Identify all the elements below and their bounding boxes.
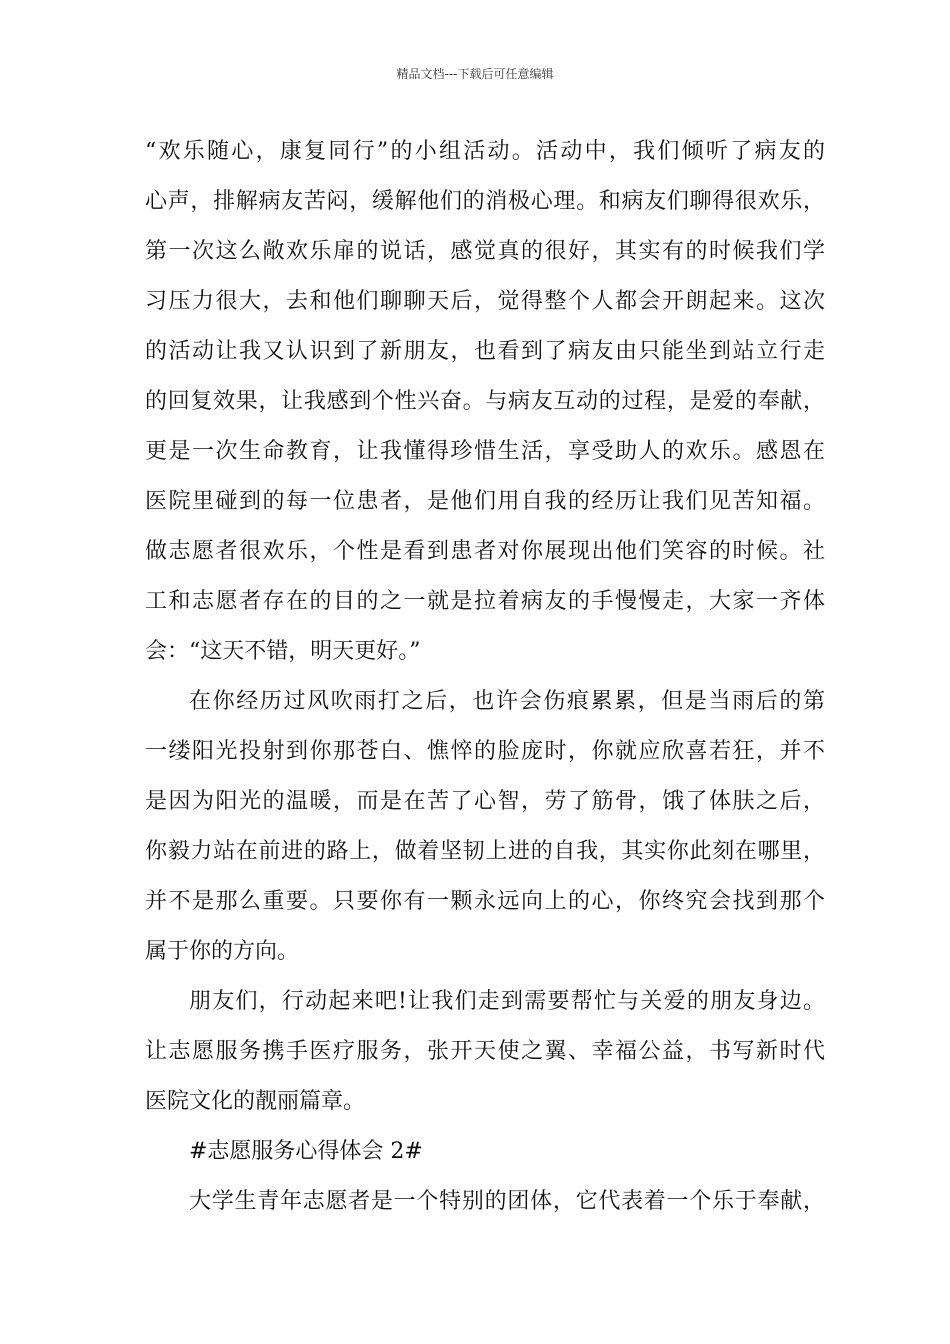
page-header: 精品文档---下载后可任意编辑	[396, 67, 554, 81]
text-line: 医院里碰到的每一位患者，是他们用自我的经历让我们见苦知福。	[145, 489, 825, 514]
text-line: 在你经历过风吹雨打之后，也许会伤痕累累，但是当雨后的第	[189, 689, 825, 714]
text-line: 的回复效果，让我感到个性兴奋。与病友互动的过程，是爱的奉献，	[145, 389, 825, 414]
text-line: 是因为阳光的温暖，而是在苦了心智，劳了筋骨，饿了体肤之后，	[145, 789, 825, 814]
section-heading: #志愿服务心得体会 2#	[189, 1139, 423, 1164]
text-line: 并不是那么重要。只要你有一颗永远向上的心，你终究会找到那个	[145, 889, 825, 914]
text-line: 医院文化的靓丽篇章。	[145, 1089, 366, 1114]
text-line: 工和志愿者存在的目的之一就是拉着病友的手慢慢走，大家一齐体	[145, 589, 825, 614]
text-line: 大学生青年志愿者是一个特别的团体，它代表着一个乐于奉献，	[189, 1189, 825, 1214]
text-line: 属于你的方向。	[145, 939, 300, 964]
text-line: 做志愿者很欢乐，个性是看到患者对你展现出他们笑容的时候。社	[145, 539, 825, 564]
text-line: 的活动让我又认识到了新朋友，也看到了病友由只能坐到站立行走	[145, 339, 825, 364]
text-line: 会：“这天不错，明天更好。”	[145, 639, 421, 664]
document-body	[145, 133, 825, 1233]
text-line: 习压力很大，去和他们聊聊天后，觉得整个人都会开朗起来。这次	[145, 289, 825, 314]
text-line: 一缕阳光投射到你那苍白、憔悴的脸庞时，你就应欣喜若狂，并不	[145, 739, 825, 764]
text-line: 朋友们，行动起来吧!让我们走到需要帮忙与关爱的朋友身边。	[189, 989, 825, 1014]
text-line: 第一次这么敞欢乐扉的说话，感觉真的很好，其实有的时候我们学	[145, 239, 825, 264]
text-line: 心声，排解病友苦闷，缓解他们的消极心理。和病友们聊得很欢乐，	[145, 189, 825, 214]
text-line: “欢乐随心，康复同行”的小组活动。活动中，我们倾听了病友的	[145, 139, 825, 164]
text-line: 让志愿服务携手医疗服务，张开天使之翼、幸福公益，书写新时代	[145, 1039, 825, 1064]
text-line: 你毅力站在前进的路上，做着坚韧上进的自我，其实你此刻在哪里，	[145, 839, 825, 864]
text-line: 更是一次生命教育，让我懂得珍惜生活，享受助人的欢乐。感恩在	[145, 439, 825, 464]
